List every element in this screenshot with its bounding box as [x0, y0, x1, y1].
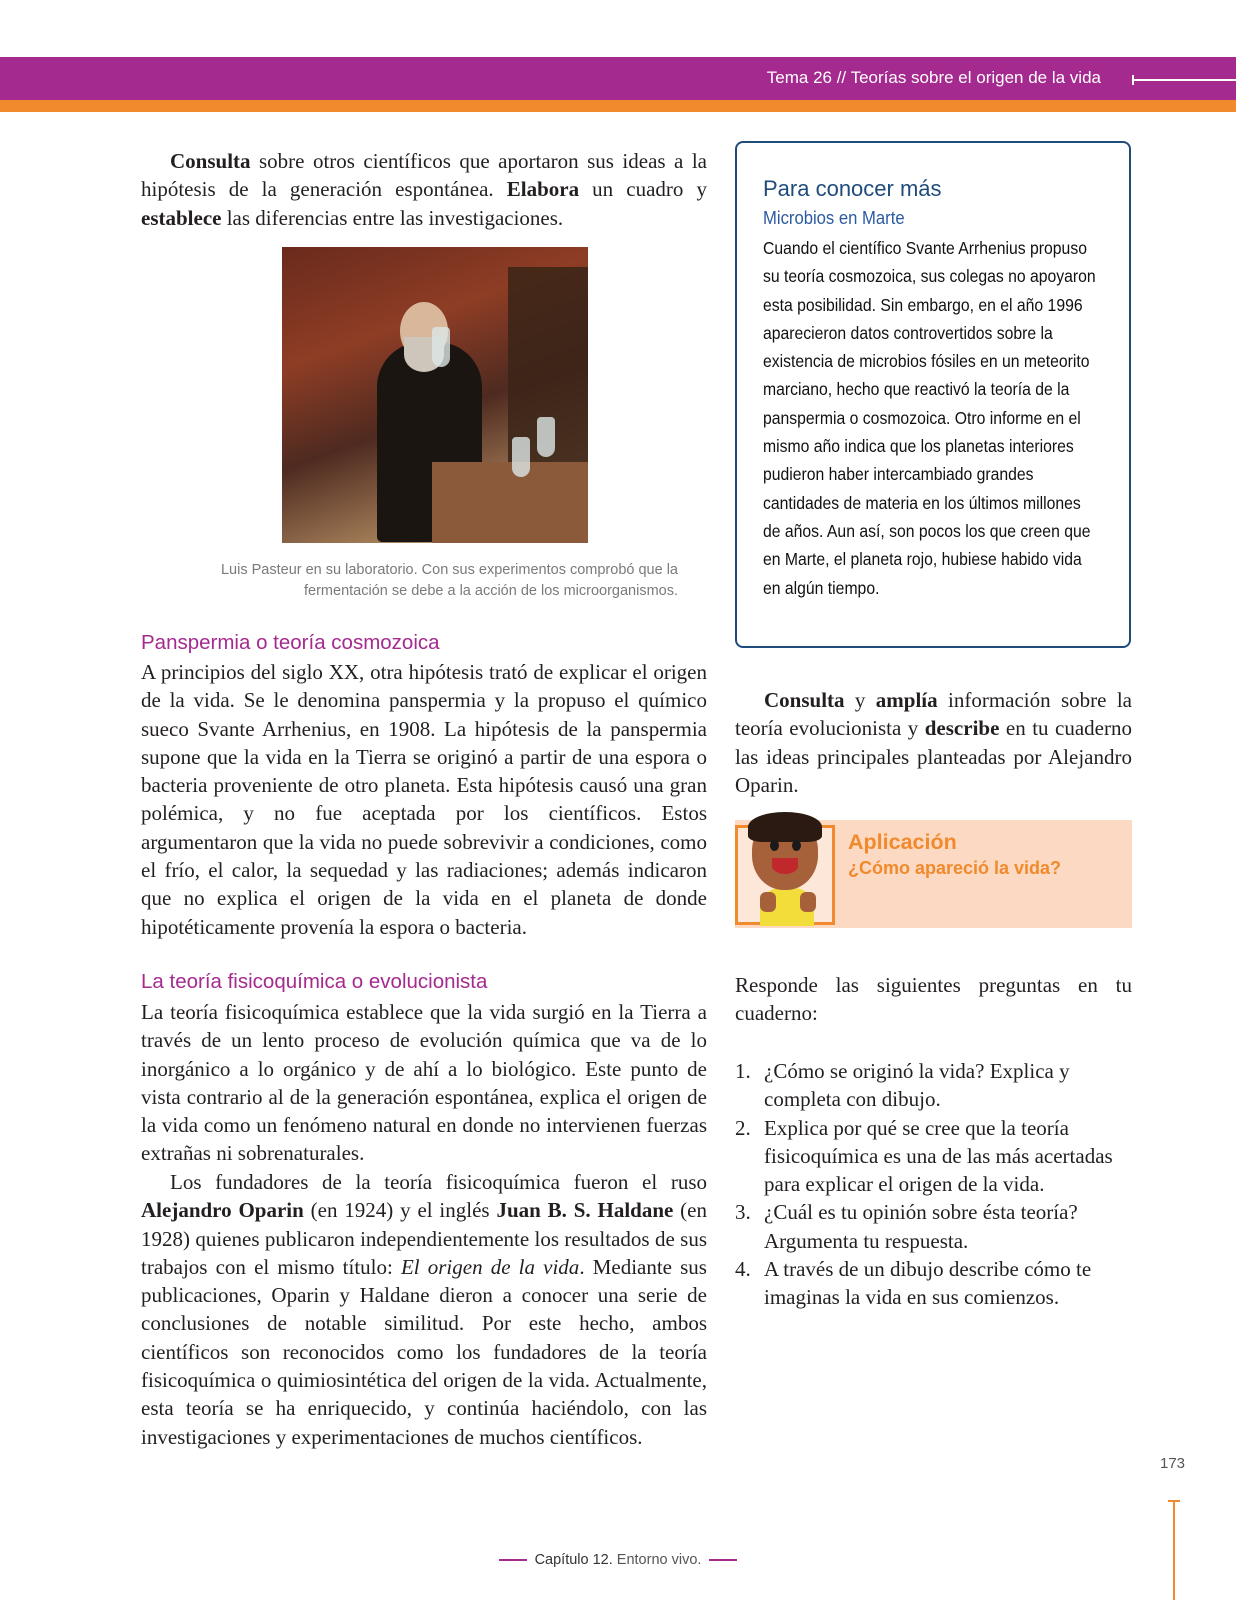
box-title: Para conocer más [763, 176, 942, 201]
keyword-describe: describe [924, 716, 1000, 741]
intro-paragraph [141, 147, 707, 232]
oparin-name: Alejandro Oparin [141, 1198, 304, 1223]
fisicoquimica-paragraph-2 [141, 1168, 707, 1451]
box-subtitle: Microbios en Marte [763, 207, 905, 228]
header-rule-tick [1132, 75, 1134, 85]
pasteur-laboratory-photo [282, 247, 588, 543]
question-item: 4. A través de un dibujo describe cómo te imaginas la vida en sus comienzos. [735, 1257, 1092, 1310]
intro-keyword-consulta: Consulta [170, 149, 251, 173]
questions-list [735, 1057, 1135, 1312]
consulta2-text-1: y [844, 688, 876, 712]
page-number: 173 [1160, 1455, 1186, 1472]
p2-text-g: . Mediante sus publicaciones, Oparin y Haldane dieron a conocer una serie de conclusiones de notable similitud. Por este hecho, ambos científicos son reconocidos como los fundadores de la teoría fisicoquímica o quimiosintética del origen de la vida. Actualmente, esta teoría se ha enriquecido, y continúa haciéndolo, con las investigaciones y experimentaciones de muchos científicos. [141, 1254, 707, 1449]
question-item: 3. ¿Cuál es tu opinión sobre ésta teoría? Argumenta tu respuesta. [735, 1200, 1078, 1253]
photo-caption: Luis Pasteur en su laboratorio. Con sus experimentos comprobó que la fermentación se debe a la acción de los microorganismos. [220, 562, 678, 599]
haldane-name: Juan B. S. Haldane [496, 1198, 674, 1223]
header-accent-stripe [0, 100, 1236, 112]
box-text: Cuando el científico Svante Arrhenius propuso su teoría cosmozoica, sus colegas no apoyaron esta posibilidad. Sin embargo, en el año 1996 aparecieron datos controvertidos sobre la existencia de microbios fósiles en un meteorito marciano, hecho que reactivó la teoría de la panspermia o cosmozoica. Otro informe en el mismo año indica que los planetas interiores pudieron haber intercambiado grandes cantidades de materia en los últimos millones de años. Aun así, son pocos los que creen que en Marte, el planeta rojo, hubiese habido vida en algún tiempo. [763, 238, 1096, 598]
fisicoquimica-paragraph-1: La teoría fisicoquímica establece que la vida surgió en la Tierra a través de un lento proceso de evolución química que va de lo inorgánico a lo orgánico y de ahí a lo biológico. Este punto de vista contrario al de la generación espontánea, explica el origen de la vida como un fenómeno natural en donde no intervienen fuerzas extrañas ni sobrenaturales. [141, 1000, 707, 1166]
question-item: 1. ¿Cómo se originó la vida? Explica y completa con dibujo. [735, 1059, 1070, 1112]
consulta2-text-2: información sobre la teoría evolucionista y [735, 688, 1133, 741]
panspermia-paragraph: A principios del siglo XX, otra hipótesis trató de explicar el origen de la vida. Se le denomina panspermia y la propuso el químico sueco Svante Arrhenius, en 1908. La hipótesis de la panspermia supone que la vida en la Tierra se originó a partir de una espora o bacteria proveniente de otro planeta. Esta hipótesis causó una gran polémica, y no fue aceptada por los científicos. Estos argumentaron que la vida no puede sobrevivir a condiciones, como el frío, el calor, la sequedad y las radiaciones; además indicaron que no explica el origen de la vida en el planeta de donde hipotéticamente provenía la espora o bacteria. [141, 660, 707, 939]
p2-text-e: (en 1928) quienes publicaron independientemente los resultados de sus trabajos con el mismo título: [141, 1198, 707, 1279]
keyword-amplia: amplía [875, 688, 938, 712]
aplicacion-subtitle: ¿Cómo apareció la vida? [848, 858, 1062, 878]
aplicacion-title: Aplicación [848, 830, 957, 854]
consulta2-text-3: en tu cuaderno las ideas principales planteadas por Alejandro Oparin. [735, 716, 1132, 797]
fisicoquimica-heading: La teoría fisicoquímica o evolucionista [141, 970, 488, 993]
intro-keyword-elabora: Elabora [506, 177, 580, 202]
footer-chapter: Capítulo 12. [534, 1552, 613, 1568]
header-rule [1132, 79, 1236, 81]
panspermia-heading: Panspermia o teoría cosmozoica [141, 631, 440, 654]
side-rule [1173, 1500, 1175, 1600]
intro-text-3: las diferencias entre las investigaciones. [221, 205, 564, 230]
header-title: Tema 26 // Teorías sobre el origen de la vida [766, 68, 1101, 87]
p2-text-c: (en 1924) y el inglés [303, 1198, 497, 1223]
questions-intro: Responde las siguientes preguntas en tu cuaderno: [735, 973, 1132, 1026]
keyword-consulta: Consulta [764, 688, 845, 712]
intro-keyword-establece: establece [141, 205, 222, 230]
intro-text-2: un cuadro y [579, 177, 707, 202]
consulta-paragraph [735, 686, 1132, 799]
footer [0, 1552, 1236, 1568]
intro-text-1: sobre otros científicos que aportaron sus ideas a la hipótesis de la generación espontánea. [141, 149, 707, 202]
p2-text-a: Los fundadores de la teoría fisicoquímica fueron el ruso [170, 1170, 707, 1194]
footer-title: Entorno vivo. [616, 1552, 702, 1568]
book-title: El origen de la vida [400, 1254, 580, 1279]
question-item: 2. Explica por qué se cree que la teoría fisicoquímica es una de las más acertadas para explicar el origen de la vida. [735, 1115, 1113, 1197]
